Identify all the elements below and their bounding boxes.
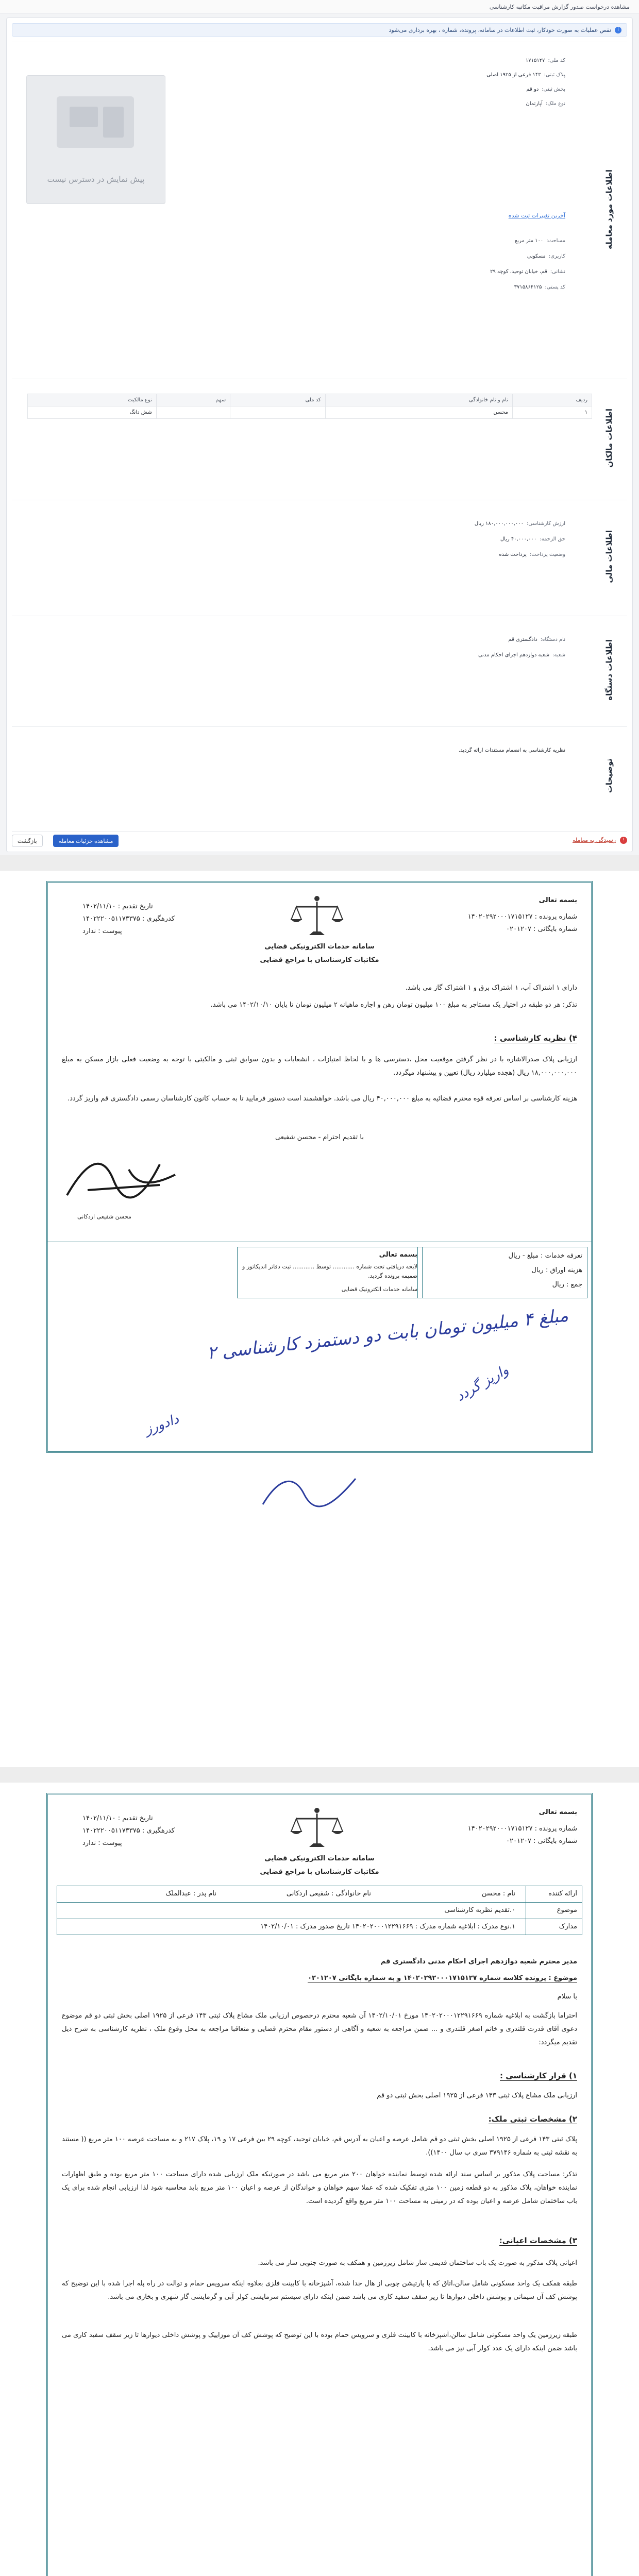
tracking-code: کدرهگیری : ۱۴۰۲۲۲۰۰۵۱۱۷۳۳۷۵	[82, 1827, 175, 1835]
body-paragraph: ارزیابی پلاک صدرالاشاره با در نظر گرفتن موقعیت محل ،دسترسی ها و با لحاظ امتیازات ، انشعابات و بدون سوابق ثبتی و مالکیتی با توجه به وضعیت فعلی بازار مسکن به مبلغ ۱۸,۰۰۰,۰۰۰,۰۰۰ ریال (هجده میلیارد ریال) تعیین و پیشنهاد میگردد.	[62, 1056, 577, 1077]
back-button[interactable]: بازگشت	[12, 835, 43, 847]
field-row: نشانی:قم، خیابان توحید، کوچه ۲۹	[490, 269, 565, 275]
section-heading: ۴) نظریه کارشناسی :	[494, 1033, 577, 1043]
scanned-letter-1	[0, 871, 639, 1767]
section-heading: ۲) مشخصات ثبتی ملک:	[488, 2114, 577, 2124]
table-row-divider	[57, 1902, 582, 1903]
window-titlebar	[0, 0, 639, 13]
body-paragraph: هزینه کارشناسی بر اساس تعرفه قوه محترم قضائیه به مبلغ ۴۰,۰۰۰,۰۰۰ ریال می باشد. خواهشمند است دستور فرمایید تا به حساب کانون کارشناسان رسمی دادگستری قم واریز گردد.	[68, 1095, 577, 1103]
bullet-item: اعیانی پلاک مذکور به صورت یک باب ساختمان قدیمی ساز شامل زیرزمین و همکف به صورت جنوبی ساز می باشد.	[258, 2259, 577, 2267]
org-name: سامانه خدمات الکترونیکی قضایی	[264, 1855, 375, 1862]
field-row: نوع ملک:آپارتمان	[526, 101, 565, 107]
table-cell	[156, 406, 230, 419]
registry-text: لایحه دریافتی تحت شماره ............ توسط ............ ثبت دفاتر اندیکاتور و ضمیمه پرونده گردید.	[242, 1263, 417, 1279]
image-placeholder-icon	[26, 76, 165, 168]
device-section	[12, 616, 627, 724]
property-section	[12, 42, 627, 377]
notes-section	[12, 726, 627, 824]
field-row: بخش ثبتی:دو قم	[526, 87, 565, 92]
placeholder-caption: پیش نمایش در دسترس نیست	[47, 175, 145, 184]
scanned-letter-2	[0, 1783, 639, 2576]
cost-line: هزینه اوراق : ریال	[531, 1266, 582, 1274]
history-link[interactable]: آخرین تغییرات ثبت شده	[508, 212, 565, 219]
col-header: نام و نام خانوادگی	[325, 394, 512, 406]
handwritten-signature	[258, 1468, 361, 1515]
signer-name: محسن شفیعی اردکانی	[77, 1213, 131, 1220]
handwritten-note: واریز گردد	[453, 1362, 512, 1405]
footer-actions	[12, 831, 627, 846]
submit-date: تاریخ تقدیم : ۱۴۰۲/۱۱/۱۰	[82, 903, 153, 910]
notes-section-label: توضیحات	[604, 758, 614, 793]
window-title: مشاهده درخواست صدور گزارش مراقبت مکاتبه کارشناسی	[489, 4, 630, 10]
registry-title: بسمه تعالی	[379, 1251, 417, 1259]
table-cell: ۱.نوع مدرک : ابلاغیه شماره مدرک : ۱۴۰۲۰۲۰۰۰۱۲۲۹۱۶۶۹ تاریخ صدور مدرک : ۱۴۰۲/۱۰/۰۱	[260, 1923, 515, 1930]
body-line: دارای ۱ اشتراک آب، ۱ اشتراک برق و ۱ اشتراک گاز می باشد.	[405, 984, 577, 992]
section-text: پلاک ثبتی ۱۴۳ فرعی از ۱۹۲۵ اصلی بخش ثبتی دو قم شامل عرصه و اعیان به آدرس قم، خیابان توحید، کوچه ۲۹ بین فرعی ۱۷ و ۱۹، پلاک ۲۱۷ و به مساحت عرصه ۱۰۰ متر مربع (( مستند به نقشه ثبتی به شماره ۳۷۹۱۴۶ سری ب سال ۱۴۰۰)).	[62, 2136, 577, 2157]
field-row: مساحت:۱۰۰ متر مربع	[514, 238, 565, 244]
table-row	[28, 406, 592, 419]
archive-number: شماره بایگانی : ۰۲۰۱۲۰۷	[506, 1837, 577, 1845]
property-section-label: اطلاعات مورد معامله	[604, 170, 614, 249]
field-row: وضعیت پرداخت:پرداخت شده	[499, 552, 565, 557]
col-header: نوع مالکیت	[28, 394, 157, 406]
col-header: سهم	[156, 394, 230, 406]
financial-section-label: اطلاعات مالی	[604, 530, 614, 583]
field-row: شعبه:شعبه دوازدهم اجرای احکام مدنی	[478, 652, 565, 658]
section-heading: ۱) قرار کارشناسی :	[499, 2071, 577, 2080]
bullet-item: طبقه زیرزمین یک واحد مسکونی شامل سالن،آشپزخانه با کابینت فلزی و سرویس حمام بوده با این توضیح که پوشش کف آن موزاییک و پوشش داخلی دیوارها تا زیر سقف سفید کاری می باشد ضمن اینکه دارای یک عدد کولر آبی نیز می باشد.	[62, 2331, 577, 2352]
field-row: حق الزحمه:۴۰,۰۰۰,۰۰۰ ریال	[500, 536, 565, 542]
owners-table	[27, 394, 592, 419]
addressee: مدیر محترم شعبه دوازدهم اجرای احکام مدنی دادگستری قم	[380, 1958, 577, 1965]
attachment-info: پیوست : ندارد	[82, 1839, 122, 1847]
info-notice	[12, 23, 627, 37]
registry-org: سامانه خدمات الکترونیک قضایی	[341, 1286, 417, 1293]
photo-placeholder	[26, 75, 165, 204]
org-subtitle: مکاتبات کارشناسان با مراجع قضایی	[260, 956, 379, 964]
judiciary-emblem-icon	[289, 1803, 345, 1850]
field-row: کد پستی:۳۷۱۵۸۶۴۱۲۵	[514, 284, 565, 290]
warn-link[interactable]: رسیدگی به معامله	[573, 837, 616, 843]
org-subtitle: مکاتبات کارشناسان با مراجع قضایی	[260, 1868, 379, 1876]
table-cell: ارائه کننده	[548, 1890, 577, 1897]
handwritten-note: دادورز	[142, 1411, 181, 1438]
form-heading: بسمه تعالی	[539, 896, 577, 904]
info-icon: i	[615, 27, 621, 33]
attachment-info: پیوست : ندارد	[82, 927, 122, 935]
cost-line: تعرفه خدمات : مبلغ - ریال	[508, 1252, 582, 1260]
bullet-item: طبقه همکف یک واحد مسکونی شامل سالن،اتاق که با پارتیشن چوبی از هال جدا شده، آشپزخانه با کابینت فلزی بعلاوه اینکه سرویس حمام و توالت در راه پله اجرا شده با این توضیح که پوشش کف آن سیمانی و پوشش داخلی دیوارها تا زیر سقف سفید کاری می باشد ضمن اینکه دارای سیستم سرمایشی کولر آبی و گرمایشی گاز شهری و بخاری می باشد.	[62, 2280, 577, 2301]
col-header: ردیف	[512, 394, 592, 406]
table-cell	[230, 406, 326, 419]
owners-section-label: اطلاعات مالکان	[604, 409, 614, 468]
field-row: کاربری:مسکونی	[527, 253, 565, 259]
table-cell: شش دانگ	[28, 406, 157, 419]
greeting: با سلام	[557, 1993, 577, 2001]
signature-image	[57, 1149, 191, 1211]
field-row: پلاک ثبتی:۱۴۳ فرعی از ۱۹۲۵ اصلی	[486, 72, 565, 78]
table-cell: محسن	[325, 406, 512, 419]
separator	[0, 855, 639, 871]
separator	[0, 1767, 639, 1783]
tracking-code: کدرهگیری : ۱۴۰۲۲۲۰۰۵۱۱۷۳۳۷۵	[82, 915, 175, 923]
col-header: کد ملی	[230, 394, 326, 406]
section-text: ارزیابی ملک مشاع پلاک ثبتی ۱۴۳ فرعی از ۱۹۲۵ اصلی بخش ثبتی دو قم	[377, 2092, 577, 2099]
case-number: شماره پرونده : ۱۴۰۲۰۲۹۲۰۰۰۱۷۱۵۱۲۷	[467, 913, 577, 921]
table-cell: نام خانوادگی : شفیعی اردکانی	[286, 1890, 371, 1897]
detail-panel	[6, 18, 633, 852]
table-cell: موضوع	[557, 1906, 577, 1914]
table-cell: نام پدر : عبدالملک	[165, 1890, 216, 1897]
cost-line: جمع : ریال	[552, 1281, 582, 1289]
judiciary-emblem-icon	[289, 891, 345, 938]
device-section-label: اطلاعات دستگاه	[604, 639, 614, 701]
view-details-button[interactable]: مشاهده جزئیات معامله	[53, 835, 119, 847]
table-cell: ۱	[512, 406, 592, 419]
body-line: تذکر: هر دو طبقه در اختیار یک مستاجر به مبلغ ۱۰۰ میلیون تومان رهن و اجاره ماهیانه ۲ میلیون تومان تا پایان ۱۴۰۲/۱۰/۱۰ می باشد.	[210, 1001, 577, 1009]
archive-number: شماره بایگانی : ۰۲۰۱۲۰۷	[506, 925, 577, 933]
handwritten-note: مبلغ ۴ میلیون تومان بابت دو دستمزد کارشناسی ۲	[206, 1305, 569, 1364]
field-row: ارزش کارشناسی:۱۸۰,۰۰۰,۰۰۰,۰۰۰ ریال	[474, 521, 565, 527]
field-row: کد ملی:۱۷۱۵۱۲۷	[525, 58, 565, 63]
regards-line: با تقدیم احترام - محسن شفیعی	[275, 1133, 364, 1141]
table-cell: مدارک	[559, 1923, 577, 1930]
submit-date: تاریخ تقدیم : ۱۴۰۲/۱۱/۱۰	[82, 1815, 153, 1822]
notes-text: نظریه کارشناسی به انضمام مستندات ارائه گردید.	[458, 748, 565, 753]
table-cell: نام : محسن	[481, 1890, 515, 1897]
form-heading: بسمه تعالی	[539, 1808, 577, 1816]
notice-text: نقص عملیات به صورت خودکار، ثبت اطلاعات در سامانه، پرونده، شماره ، بهره برداری می‌شود	[389, 27, 611, 33]
subject-line: موضوع : پرونده کلاسه شماره ۱۴۰۲۰۲۹۲۰۰۰۱۷۱۵۱۲۷ و به شماره بایگانی ۰۲۰۱۲۰۷	[308, 1974, 577, 1982]
org-name: سامانه خدمات الکترونیکی قضایی	[264, 943, 375, 951]
case-number: شماره پرونده : ۱۴۰۲۰۲۹۲۰۰۰۱۷۱۵۱۲۷	[467, 1825, 577, 1833]
table-cell: ۰.تقدیم نظریه کارشناسی	[444, 1906, 515, 1914]
owners-section	[12, 379, 627, 497]
section-note: تذکر: مساحت پلاک مذکور بر اساس سند ارائه شده توسط نماینده خواهان ۲۰۰ متر مربع می باشد در صورتیکه ملک ارزیابی شده دارای مساحت ۱۰۰ متر مربع بوده و طبق اظهارات نماینده خواهان، پلاک مذکور به دو قطعه زمین ۱۰۰ متری تفکیک شده که عملا سهم خواهان و خواندگان از عرصه و اعیان ۱۰۰ متر مربع باید محاسبه شود لذا ارزیابی انجام شده برای یک باب ساختمان شامل عرصه و اعیان بوده که در زمینی به مساحت ۱۰۰ متر مربع واقع گردیده است.	[62, 2171, 578, 2205]
warning-icon: !	[620, 837, 627, 844]
intro-paragraph: احتراما بازگشت به ابلاغیه شماره ۱۴۰۲۰۲۰۰۰۱۲۲۹۱۶۶۹ مورخ ۱۴۰۲/۱۰/۰۱ آن شعبه محترم درخصوص ارزیابی ملک مشاع پلاک ثبتی ۱۴۳ فرعی از ۱۹۲۵ اصلی بخش ثبتی دو قم موضوع دعوی آقای قدرت قلندری و خانم اصغر قلندری و ... ضمن مراجعه به شعبه و آگاهی از دستور مقام محترم قضایی و متعاقبا مراجعه به محل وقوع ملک ، نظریه کارشناسی به شرح ذیل تقدیم میگردد:	[62, 2012, 577, 2046]
field-row: نام دستگاه:دادگستری قم	[508, 637, 565, 642]
table-header-row	[28, 394, 592, 406]
financial-section	[12, 500, 627, 613]
section-heading: ۳) مشخصات اعیانی:	[499, 2236, 577, 2245]
